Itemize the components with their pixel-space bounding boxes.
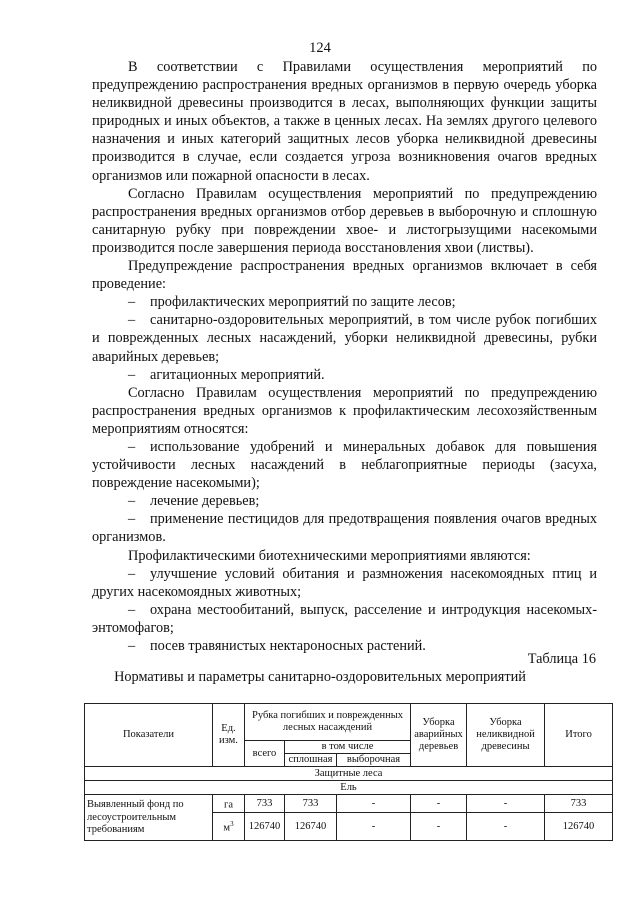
paragraph-text: лечение деревьев; (150, 493, 260, 510)
paragraph (92, 384, 597, 438)
cell-clear: 733 (285, 795, 337, 813)
list-dash: – (128, 493, 136, 510)
cell-selective: - (337, 813, 411, 841)
paragraph-text: посев травянистых нектароносных растений. (150, 638, 426, 654)
paragraph-text: В соответствии с Правилами осуществления мероприятий по предупреждению распространения вредных организмов в первую очередь уборка неликвидной древесины производится в лесах, выполняющих функции защиты природных и иных объектов, а также в ценных лесах. На землях другого целевого назначения и иных категорий защитных лесов уборка неликвидной древесины производится в случае, если создается угроза возникновения очагов вредных организмов или пожарной опасности в лесах. (92, 59, 597, 184)
header-indicator: Показатели (85, 704, 213, 767)
list-item (92, 565, 597, 601)
list-item (92, 311, 597, 365)
header-emergency: Уборка аварийных деревьев (411, 704, 467, 767)
paragraph (92, 547, 597, 565)
header-selective: выборочная (337, 754, 411, 767)
header-unit: Ед. изм. (213, 704, 245, 767)
paragraph (92, 185, 597, 257)
header-including: в том числе (285, 741, 411, 754)
section-row: Защитные леса (85, 767, 613, 781)
paragraph-text: применение пестицидов для предотвращения появления очагов вредных организмов. (92, 511, 597, 546)
paragraph-text: санитарно-оздоровительных мероприятий, в том числе рубок погибших и поврежденных лесных насаждений, уборки неликвидной древесины, рубки аварийных деревьев; (92, 312, 597, 365)
list-item (92, 637, 597, 655)
cell-emergency: - (411, 813, 467, 841)
norms-table (84, 703, 613, 841)
cell-illiquid: - (467, 795, 545, 813)
list-dash: – (128, 312, 136, 329)
cell-illiquid: - (467, 813, 545, 841)
list-dash: – (128, 438, 136, 455)
cell-unit: га (213, 795, 245, 813)
paragraph-text: агитационных мероприятий. (150, 366, 325, 383)
paragraph-text: профилактических мероприятий по защите лесов; (150, 294, 456, 311)
paragraph-text: охрана местообитаний, выпуск, расселение и интродукция насекомых-энтомофагов; (92, 601, 597, 636)
header-sum: Итого (545, 704, 613, 767)
list-item (92, 366, 597, 384)
cell-selective: - (337, 795, 411, 813)
row-label: Выявленный фонд по лесоустроительным требованиям (85, 795, 213, 841)
list-dash: – (128, 294, 136, 311)
table-row (85, 795, 613, 813)
page-number: 124 (309, 40, 331, 56)
list-item (92, 510, 597, 546)
list-item (92, 492, 597, 510)
cell-clear: 126740 (285, 813, 337, 841)
list-item (92, 293, 597, 311)
body-text (92, 58, 597, 655)
list-item (92, 438, 597, 492)
cell-unit: $м^3$ (213, 813, 245, 841)
cell-sum: 733 (545, 795, 613, 813)
subsection-row: Ель (85, 781, 613, 795)
paragraph (92, 58, 597, 185)
list-dash: – (128, 565, 136, 582)
header-felling: Рубка погибших и поврежденных лесных насаждений (245, 704, 411, 741)
list-dash: – (128, 638, 136, 654)
table-title: Нормативы и параметры санитарно-оздоровительных мероприятий (114, 669, 526, 685)
header-total-all: всего (245, 741, 285, 767)
paragraph-text: Согласно Правилам осуществления мероприятий по предупреждению распространения вредных организмов отбор деревьев в выборочную и сплошную санитарную рубку при повреждении хвое- и листогрызущими насекомыми производится после завершения периода восстановления хвои (листвы). (92, 185, 597, 256)
list-item (92, 601, 597, 637)
header-illiquid: Уборка неликвидной древесины (467, 704, 545, 767)
cell-total: 733 (245, 795, 285, 813)
list-dash: – (128, 366, 136, 383)
list-dash: – (128, 601, 136, 618)
paragraph-text: Согласно Правилам осуществления мероприятий по предупреждению распространения вредных организмов к профилактическим лесохозяйственным мероприятиям относятся: (92, 384, 597, 437)
table-label: Таблица 16 (527, 651, 596, 667)
paragraph-text: Профилактическими биотехническими мероприятиями являются: (128, 547, 531, 564)
paragraph-text: использование удобрений и минеральных добавок для повышения устойчивости лесных насаждений в неблагоприятные периоды (засуха, повреждение насекомыми); (92, 438, 597, 492)
list-dash: – (128, 511, 136, 528)
cell-sum: 126740 (545, 813, 613, 841)
paragraph (92, 257, 597, 293)
paragraph-text: улучшение условий обитания и размножения насекомоядных птиц и других насекомоядных животных; (92, 565, 597, 600)
paragraph-text: Предупреждение распространения вредных организмов включает в себя проведение: (92, 258, 597, 293)
cell-total: 126740 (245, 813, 285, 841)
cell-emergency: - (411, 795, 467, 813)
header-clear: сплошная (285, 754, 337, 767)
